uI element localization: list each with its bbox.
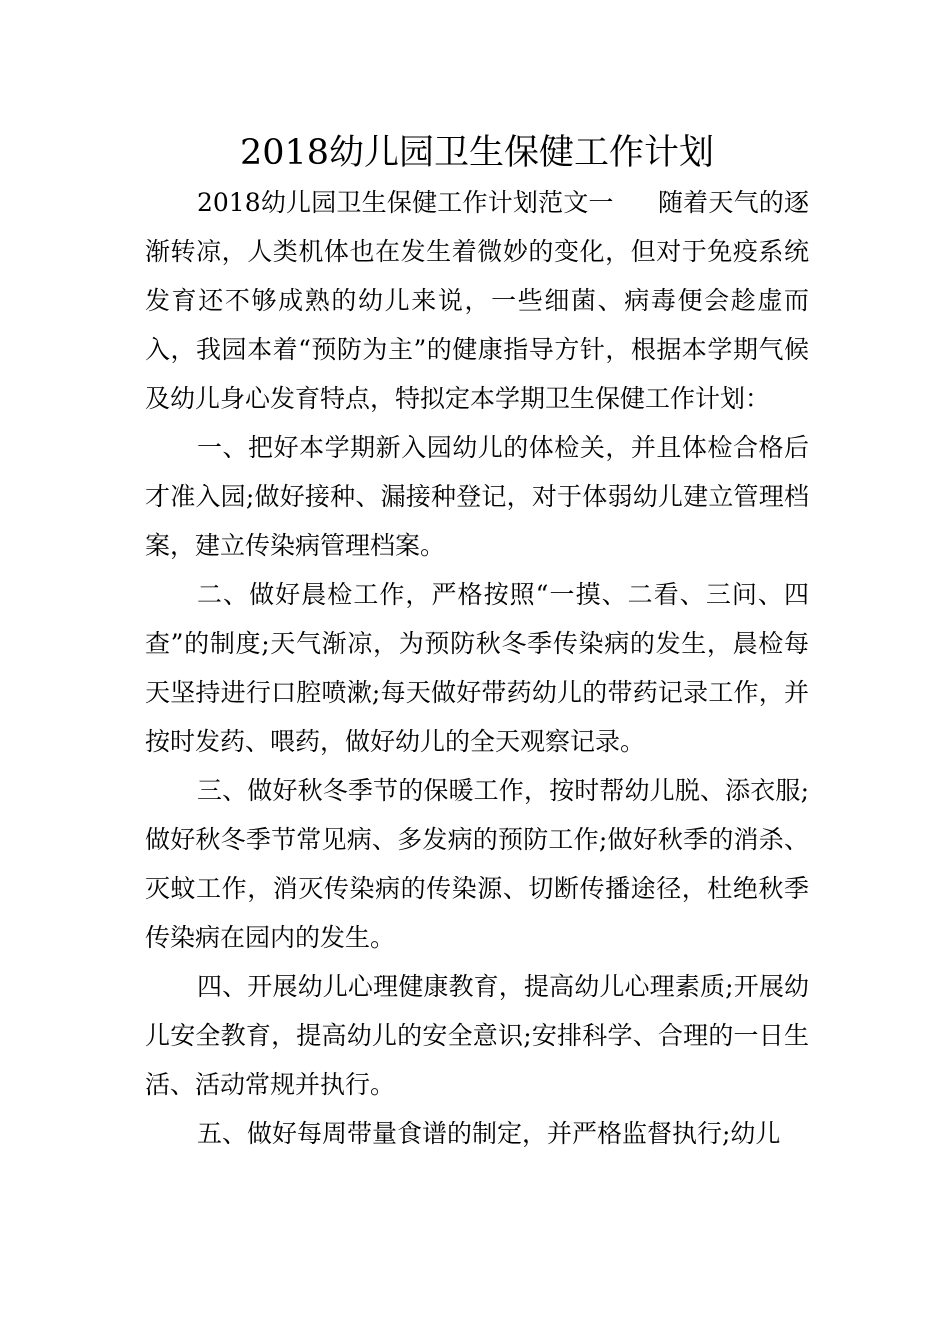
section-paragraph-4: 四、开展幼儿心理健康教育，提高幼儿心理素质;开展幼儿安全教育，提高幼儿的安全意识;安排科学、合理的一日生活、活动常规并执行。: [145, 972, 809, 1099]
intro-text: 随着天气的逐渐转凉，人类机体也在发生着微妙的变化，但对于免疫系统发育还不够成熟的幼儿来说，一些细菌、病毒便会趁虚而入，我园本着“预防为主”的健康指导方针，根据本学期气候及幼儿身心发育特点，特拟定本学期卫生保健工作计划：: [145, 188, 809, 413]
section-paragraph-1: 一、把好本学期新入园幼儿的体检关，并且体检合格后才准入园;做好接种、漏接种登记，对于体弱幼儿建立管理档案，建立传染病管理档案。: [145, 433, 809, 560]
intro-paragraph: [145, 178, 809, 423]
document-body: [145, 128, 809, 1158]
section-paragraph-2: 二、做好晨检工作，严格按照“一摸、二看、三问、四查”的制度;天气渐凉，为预防秋冬季传染病的发生，晨检每天坚持进行口腔喷漱;每天做好带药幼儿的带药记录工作，并按时发药、喂药，做好幼儿的全天观察记录。: [145, 580, 809, 756]
section-paragraph-5: 五、做好每周带量食谱的制定，并严格监督执行;幼儿: [197, 1119, 781, 1148]
intro-heading: 2018幼儿园卫生保健工作计划范文一: [197, 188, 614, 217]
document-title: 2018幼儿园卫生保健工作计划: [239, 133, 715, 173]
section-paragraph-3: 三、做好秋冬季节的保暖工作，按时帮幼儿脱、添衣服;做好秋冬季节常见病、多发病的预防工作;做好秋季的消杀、灭蚊工作，消灭传染病的传染源、切断传播途径，杜绝秋季传染病在园内的发生。: [145, 776, 809, 952]
